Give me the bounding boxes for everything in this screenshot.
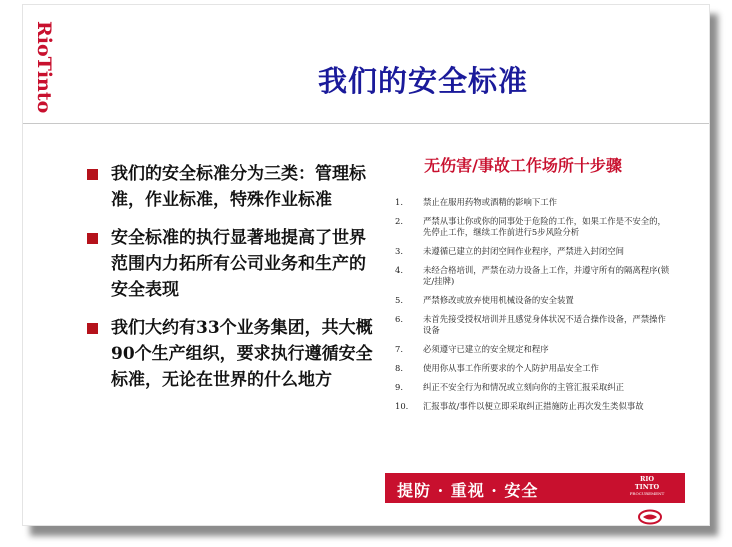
step-item <box>395 314 671 336</box>
step-item <box>395 344 671 355</box>
step-text: 严禁修改或放弃使用机械设备的安全装置 <box>423 295 574 305</box>
bullet-item <box>83 161 373 213</box>
step-item <box>395 197 671 208</box>
banner-slogan: 提防 · 重视 · 安全 <box>397 481 539 500</box>
bullet-square-icon <box>87 169 98 180</box>
step-text: 必须遵守已建立的安全规定和程序 <box>423 344 549 354</box>
banner-logo-line1: RIO <box>639 475 655 483</box>
bullet-text: 我们的安全标准分为三类：管理标准，作业标准，特殊作业标准 <box>111 164 366 210</box>
step-text: 汇报事故/事件以便立即采取纠正措施防止再次发生类似事故 <box>423 401 644 411</box>
bullet-list <box>83 161 373 405</box>
bullet-item <box>83 315 373 393</box>
step-item <box>395 363 671 374</box>
step-item <box>395 246 671 257</box>
slide <box>22 4 710 526</box>
step-text: 纠正不安全行为和情况或立刻向你的主管汇报采取纠正 <box>423 382 624 392</box>
step-number: 6. <box>395 314 403 324</box>
step-number: 1. <box>395 197 403 207</box>
rio-tinto-logo <box>29 19 59 139</box>
step-text: 严禁从事让你或你的同事处于危险的工作，如果工作是不安全的，先停止工作，继续工作前进行5步风险分析 <box>423 216 666 237</box>
rio-tinto-procurement-logo <box>617 475 677 501</box>
step-text: 禁止在服用药物或酒精的影响下工作 <box>423 197 557 207</box>
step-item <box>395 401 671 412</box>
step-number: 5. <box>395 295 403 305</box>
step-text: 未首先接受授权培训并且感觉身体状况不适合操作设备，严禁操作设备 <box>423 314 666 335</box>
step-number: 2. <box>395 216 403 226</box>
step-number: 8. <box>395 363 403 373</box>
step-number: 9. <box>395 382 403 392</box>
banner-logo-sub: PROCUREMENT <box>629 491 665 496</box>
bullet-square-icon <box>87 323 98 334</box>
step-number: 3. <box>395 246 403 256</box>
company-seal-icon <box>637 509 663 525</box>
step-item <box>395 216 671 238</box>
safety-banner <box>385 473 685 503</box>
title-divider <box>23 123 709 124</box>
bullet-text: 我们大约有33个业务集团，共大概90个生产组织，要求执行遵循安全标准，无论在世界的什么地方 <box>111 318 373 390</box>
step-number: 7. <box>395 344 403 354</box>
bullet-square-icon <box>87 233 98 244</box>
banner-logo-line2: TINTO <box>634 483 660 491</box>
step-item <box>395 295 671 306</box>
step-item <box>395 265 671 287</box>
step-number: 4. <box>395 265 403 275</box>
step-text: 未遵循已建立的封闭空间作业程序，严禁进入封闭空间 <box>423 246 624 256</box>
step-text: 使用你从事工作所要求的个人防护用品安全工作 <box>423 363 599 373</box>
page-title: 我们的安全标准 <box>317 64 528 98</box>
bullet-text: 安全标准的执行显著地提高了世界范围内力拓所有公司业务和生产的安全表现 <box>111 228 366 300</box>
steps-list <box>395 197 671 420</box>
ten-steps-panel <box>383 151 683 501</box>
step-item <box>395 382 671 393</box>
bullet-item <box>83 225 373 303</box>
panel-title: 无伤害/事故工作场所十步骤 <box>424 156 622 175</box>
step-text: 未经合格培训，严禁在动力设备上工作，并遵守所有的隔离程序(锁定/挂牌) <box>423 265 670 286</box>
step-number: 10. <box>395 401 409 411</box>
svg-text:RioTinto: RioTinto <box>33 21 55 114</box>
